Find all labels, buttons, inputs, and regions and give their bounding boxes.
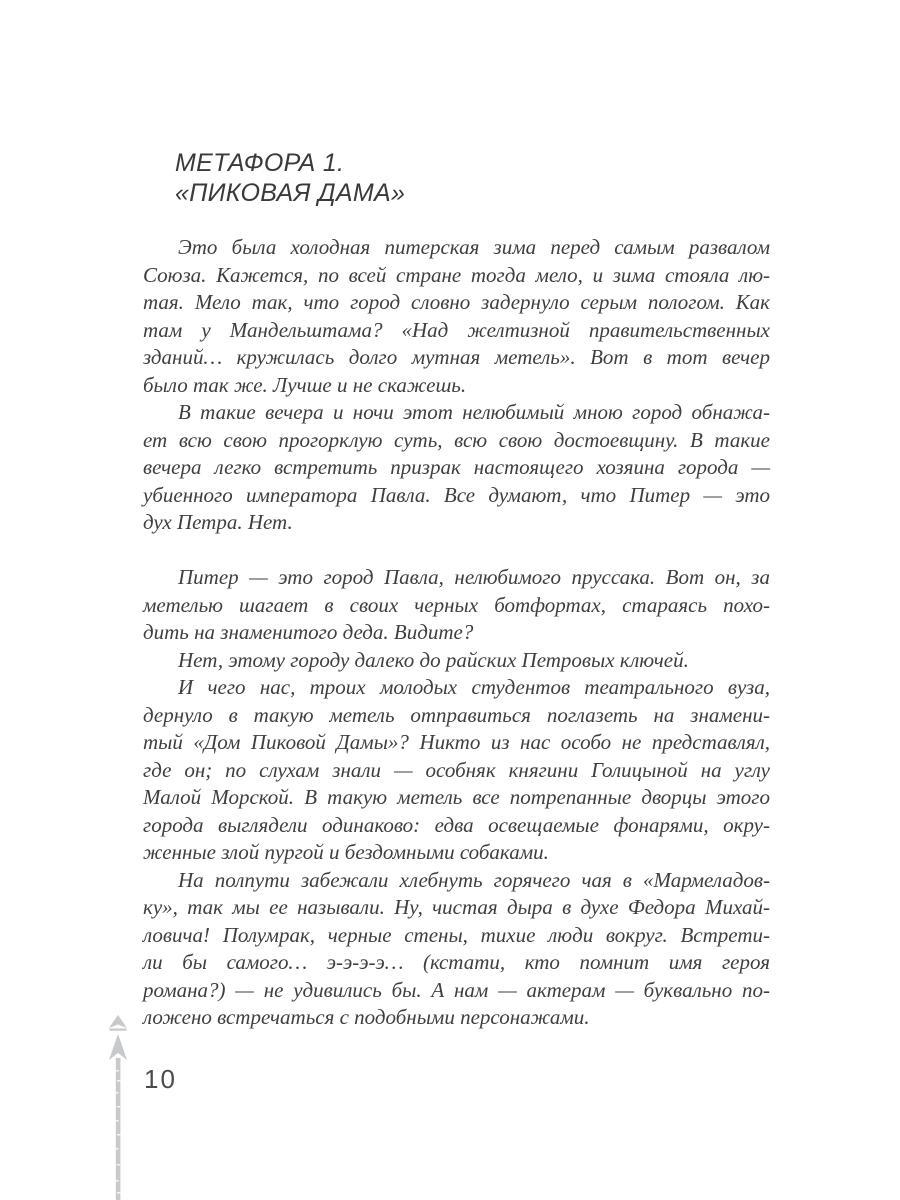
- text-line: тая. Мело так, что город словно задернуло серым пологом. Как: [143, 290, 770, 314]
- chapter-heading-line1: МЕТАФОРА 1.: [175, 149, 345, 177]
- body-text: [143, 234, 770, 1032]
- chapter-heading: [175, 148, 405, 208]
- text-line: ложено встречаться с подобными персонажами.: [143, 1005, 590, 1029]
- text-line: ет всю свою прогорклую суть, всю свою достоевщину. В такие: [143, 427, 770, 452]
- text-line: дернуло в такую метель отправиться поглазеть на знамени-: [143, 702, 770, 727]
- text-line: было так же. Лучше и не скажешь.: [143, 372, 467, 397]
- text-line: Малой Морской. В такую метель все потрепанные дворцы этого: [143, 785, 770, 809]
- text-line: дух Петра. Нет.: [143, 510, 293, 534]
- paragraph: [143, 399, 770, 537]
- text-line: зданий… кружилась долго мутная метель». Вот в тот вечер: [143, 345, 770, 369]
- text-line: На полпути забежали хлебнуть горячего чая в «Мармеладов-: [178, 867, 770, 892]
- text-line: убиенного императора Павла. Все думают, что Питер — это: [143, 482, 770, 507]
- text-line: вечера легко встретить призрак настоящего хозяина города —: [143, 455, 770, 479]
- text-line: В такие вечера и ночи этот нелюбимый мною город обнажа-: [178, 400, 770, 424]
- text-line: там у Мандельштама? «Над желтизной правительственных: [143, 317, 770, 342]
- chapter-heading-line2: «ПИКОВАЯ ДАМА»: [175, 179, 406, 207]
- text-line: Это была холодная питерская зима перед самым развалом: [178, 235, 770, 259]
- paragraph: [143, 867, 770, 1032]
- text-line: тый «Дом Пиковой Дамы»? Никто из нас особо не представлял,: [143, 730, 770, 754]
- text-line: города выглядели одинаково: едва освещаемые фонарями, окру-: [143, 812, 770, 837]
- text-line: Союза. Кажется, по всей стране тогда мело, и зима стояла лю-: [143, 262, 770, 287]
- page-number: 10: [144, 1064, 177, 1094]
- text-line: ку», так мы ее называли. Ну, чистая дыра в духе Федора Михай-: [143, 895, 770, 919]
- text-line: Нет, этому городу далеко до райских Петровых ключей.: [178, 647, 689, 672]
- paragraph: [143, 647, 770, 675]
- text-line: женные злой пургой и бездомными собаками.: [143, 840, 549, 864]
- text-line: ловича! Полумрак, черные стены, тихие люди вокруг. Встрети-: [143, 922, 770, 947]
- text-line: Питер — это город Павла, нелюбимого пруссака. Вот он, за: [178, 565, 770, 589]
- text-line: ли бы самого… э-э-э-э… (кстати, кто помнит имя героя: [143, 950, 770, 974]
- text-line: метелью шагает в своих черных ботфортах, стараясь похо-: [143, 592, 770, 617]
- paragraph: [143, 234, 770, 399]
- text-line: где он; по слухам знали — особняк княгини Голицыной на углу: [143, 757, 770, 782]
- admiralty-spire-icon: [96, 1014, 140, 1200]
- paragraph: [143, 674, 770, 867]
- paragraph: [143, 564, 770, 647]
- text-line: дить на знаменитого деда. Видите?: [143, 620, 474, 644]
- text-line: романа?) — не удивились бы. А нам — актерам — буквально по-: [143, 977, 770, 1002]
- text-line: И чего нас, троих молодых студентов театрального вуза,: [178, 675, 770, 699]
